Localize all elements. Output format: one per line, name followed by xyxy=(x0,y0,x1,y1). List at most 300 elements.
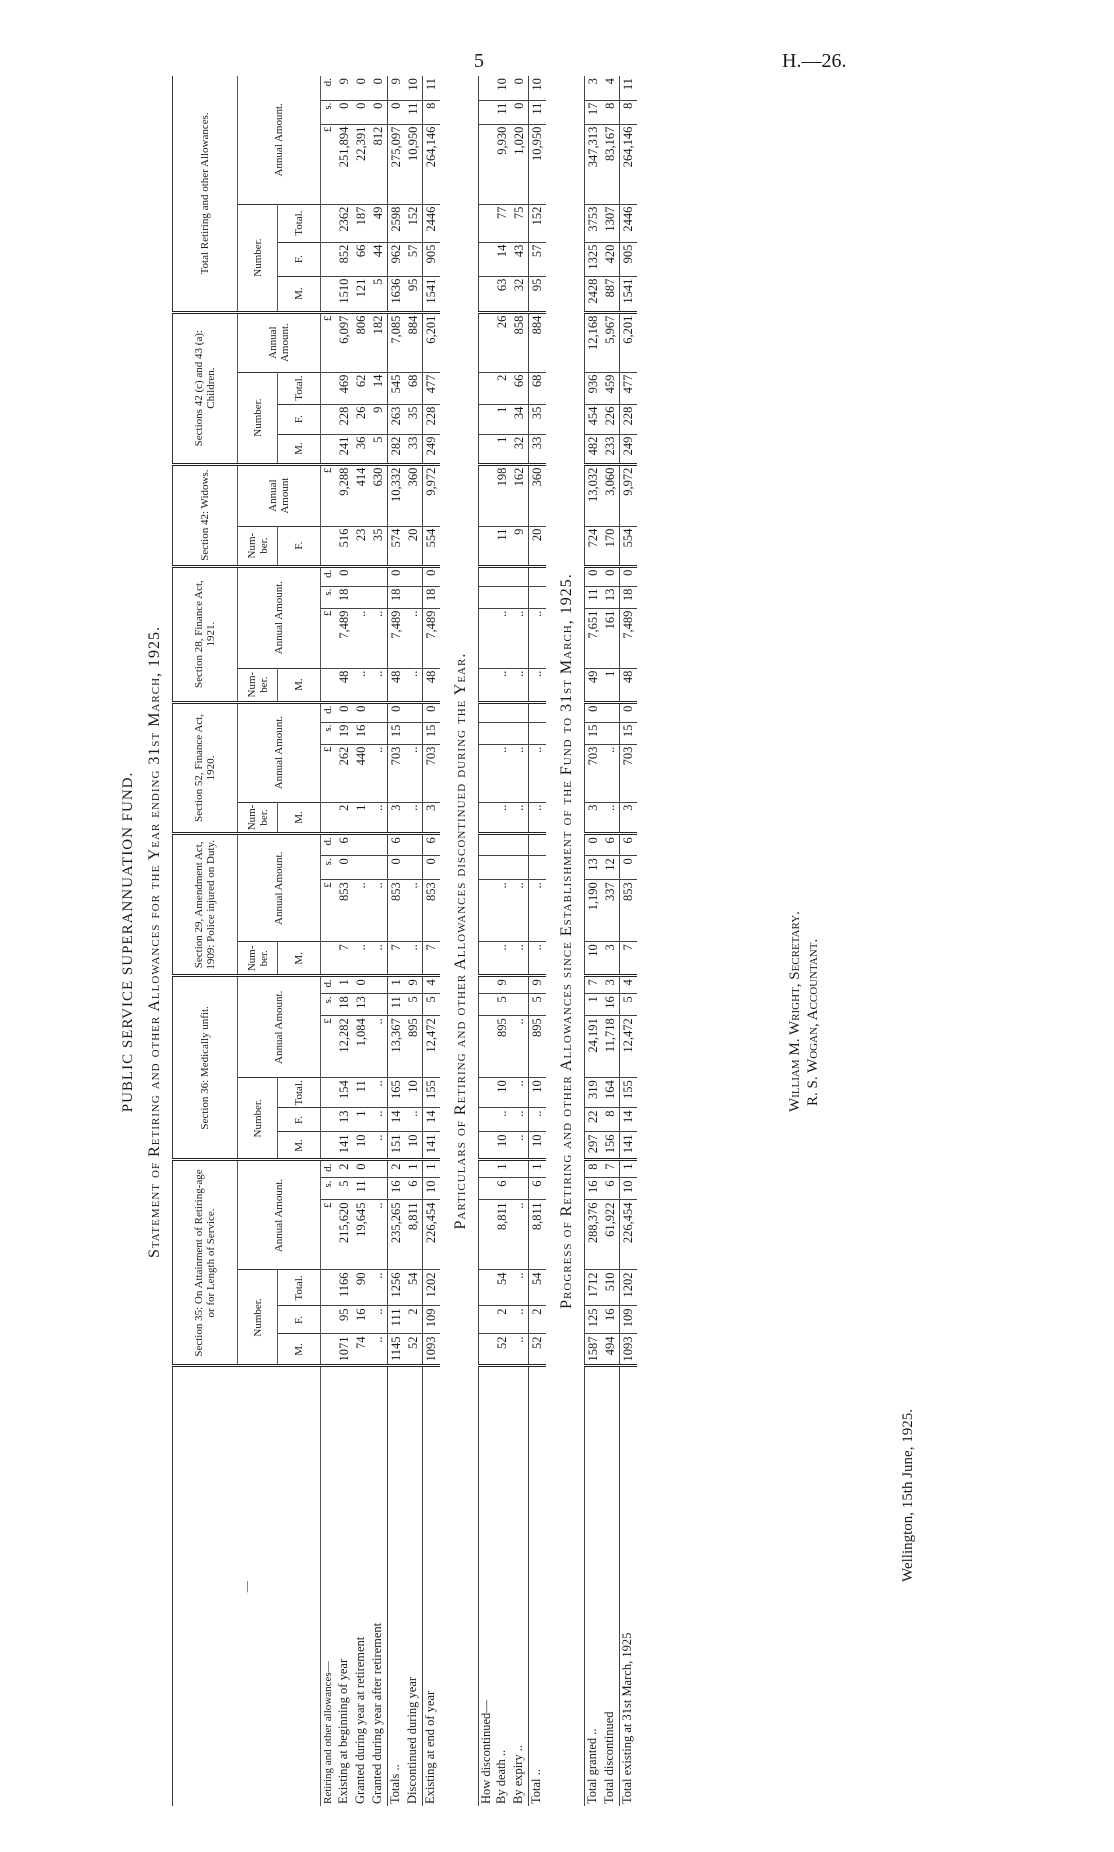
table-cell: 19,645 xyxy=(353,1200,370,1270)
table-cell: 152 xyxy=(405,204,423,242)
table-cell: .. xyxy=(529,1108,547,1132)
table-row xyxy=(353,76,370,1806)
table-cell: 0 xyxy=(585,702,603,722)
group-header: Section 29, Amendment Act, 1909: Police injured on Duty. xyxy=(173,834,238,976)
table-cell: .. xyxy=(370,1270,388,1306)
table-cell: 14 xyxy=(370,372,388,404)
table-cell: 9 xyxy=(494,976,511,994)
table-cell xyxy=(479,124,495,204)
table-cell: 18 xyxy=(423,586,441,608)
row-label: Granted during year at retirement xyxy=(353,1636,367,1804)
table-cell: 477 xyxy=(620,372,638,404)
table-cell: 18 xyxy=(336,994,353,1016)
table-cell: 264,146 xyxy=(423,124,441,204)
header-row-groups xyxy=(173,76,238,1806)
table-cell: s. xyxy=(321,1178,337,1200)
table-cell: 0 xyxy=(423,856,441,880)
table-cell: 155 xyxy=(620,1078,638,1108)
table-cell: 482 xyxy=(585,434,603,464)
table-cell: 884 xyxy=(529,312,547,372)
table-cell: .. xyxy=(353,942,370,976)
number-header: Num-ber. xyxy=(238,526,278,566)
table-cell: 10 xyxy=(423,1178,441,1200)
table-cell: 5 xyxy=(336,1178,353,1200)
table-cell xyxy=(479,566,495,586)
table-cell xyxy=(321,668,337,702)
table-cell: 9,972 xyxy=(423,464,441,526)
table-cell: .. xyxy=(370,802,388,834)
table-cell: £ xyxy=(321,744,337,802)
table-cell: 48 xyxy=(336,668,353,702)
row-label: Retiring and other allowances— xyxy=(321,1366,337,1806)
table-cell: 6 xyxy=(529,1178,547,1200)
table-cell xyxy=(479,1016,495,1078)
table-cell xyxy=(353,586,370,608)
table-cell: 962 xyxy=(388,242,406,276)
table-cell: 1 xyxy=(494,1160,511,1178)
amount-header: Annual Amount. xyxy=(238,312,321,372)
table-cell xyxy=(511,702,529,722)
table-cell: 0 xyxy=(353,100,370,124)
table-cell: 4 xyxy=(602,76,620,100)
table-cell: 1 xyxy=(494,404,511,434)
table-cell: .. xyxy=(405,744,423,802)
table-cell: 3 xyxy=(602,942,620,976)
table-cell xyxy=(370,1160,388,1178)
table-cell: 8,811 xyxy=(405,1200,423,1270)
table-cell: 554 xyxy=(620,526,638,566)
table-cell: 14 xyxy=(620,1108,638,1132)
table-cell: 7,489 xyxy=(620,608,638,668)
table-cell: 6 xyxy=(602,1178,620,1200)
sex-header: M. xyxy=(278,942,321,976)
table-cell: 703 xyxy=(388,744,406,802)
table-cell: 360 xyxy=(405,464,423,526)
table-cell xyxy=(479,1078,495,1108)
table-cell: .. xyxy=(511,1132,529,1160)
table-cell: .. xyxy=(370,1132,388,1160)
table-cell xyxy=(511,1178,529,1200)
document-reference: H.—26. xyxy=(782,50,847,72)
table-cell xyxy=(479,1160,495,1178)
table-cell xyxy=(479,1306,495,1334)
table-cell: 12,168 xyxy=(585,312,603,372)
table-row xyxy=(423,76,441,1806)
table-cell: 24,191 xyxy=(585,1016,603,1078)
table-cell: 2 xyxy=(529,1306,547,1334)
table-cell: 44 xyxy=(370,242,388,276)
table-cell: 6 xyxy=(602,834,620,856)
table-cell xyxy=(479,404,495,434)
table-cell: 228 xyxy=(620,404,638,434)
section-title: Particulars of Retiring and other Allowances discontinued during the Year. xyxy=(452,652,469,1230)
table-cell: 141 xyxy=(423,1132,441,1160)
table-cell: 3 xyxy=(602,976,620,994)
table-cell: 22,391 xyxy=(353,124,370,204)
table-cell: 155 xyxy=(423,1078,441,1108)
table-cell: .. xyxy=(353,668,370,702)
table-cell: 43 xyxy=(511,242,529,276)
table-cell: 420 xyxy=(602,242,620,276)
table-cell xyxy=(479,608,495,668)
table-cell: .. xyxy=(494,744,511,802)
table-cell: 0 xyxy=(423,702,441,722)
table-cell xyxy=(479,204,495,242)
table-cell: 10 xyxy=(494,76,511,100)
table-cell: .. xyxy=(370,880,388,942)
table-cell: 241 xyxy=(336,434,353,464)
table-cell: 440 xyxy=(353,744,370,802)
table-cell xyxy=(321,204,337,242)
table-cell: 1093 xyxy=(423,1334,441,1366)
table-cell: 16 xyxy=(585,1178,603,1200)
row-label: Total discontinued xyxy=(602,1711,616,1804)
table-cell: 853 xyxy=(423,880,441,942)
table-cell: .. xyxy=(511,1078,529,1108)
table-cell: 516 xyxy=(336,526,353,566)
table-cell: 263 xyxy=(388,404,406,434)
table-cell: 0 xyxy=(336,702,353,722)
table-cell: 8 xyxy=(602,1108,620,1132)
table-cell: 3 xyxy=(585,802,603,834)
table-cell: s. xyxy=(321,856,337,880)
table-cell: 9 xyxy=(388,76,406,100)
table-cell: 10,950 xyxy=(529,124,547,204)
number-header: Number. xyxy=(238,204,278,312)
table-cell xyxy=(479,526,495,566)
table-cell: 12,472 xyxy=(423,1016,441,1078)
table-cell: 1 xyxy=(388,976,406,994)
table-cell xyxy=(479,802,495,834)
table-cell: 275,097 xyxy=(388,124,406,204)
group-header: Sections 42 (c) and 43 (a): Children. xyxy=(173,312,238,464)
table-cell: .. xyxy=(405,1108,423,1132)
table-cell xyxy=(353,566,370,586)
table-cell: 109 xyxy=(620,1306,638,1334)
table-cell xyxy=(494,856,511,880)
table-cell: 9 xyxy=(405,976,423,994)
table-cell: 8 xyxy=(620,100,638,124)
table-cell: 1 xyxy=(602,668,620,702)
table-cell xyxy=(529,702,547,722)
table-cell: .. xyxy=(405,608,423,668)
table-cell: 63 xyxy=(494,276,511,312)
table-cell: 0 xyxy=(370,100,388,124)
table-cell: 13,367 xyxy=(388,1016,406,1078)
table-cell: 7 xyxy=(388,942,406,976)
table-cell xyxy=(529,834,547,856)
table-cell: 4 xyxy=(423,976,441,994)
table-cell: 12,472 xyxy=(620,1016,638,1078)
table-cell: 233 xyxy=(602,434,620,464)
table-cell: 0 xyxy=(353,976,370,994)
section-heading-discontinued xyxy=(440,76,479,1806)
table-cell: £ xyxy=(321,464,337,526)
table-cell: 1 xyxy=(529,1160,547,1178)
group-header: Section 52, Finance Act, 1920. xyxy=(173,702,238,834)
table-cell: s. xyxy=(321,722,337,744)
section-title: Progress of Retiring and other Allowances since Establishment of the Fund to 31st March, 1925. xyxy=(558,573,575,1309)
table-cell: 14 xyxy=(423,1108,441,1132)
table-cell: 360 xyxy=(529,464,547,526)
table-cell: 1166 xyxy=(336,1270,353,1306)
table-cell: 11 xyxy=(388,994,406,1016)
table-cell: 1307 xyxy=(602,204,620,242)
table-cell: 11 xyxy=(353,1078,370,1108)
number-header: Number. xyxy=(238,1078,278,1160)
row-label: By death .. xyxy=(494,1749,508,1804)
group-header: Section 28, Finance Act, 1921. xyxy=(173,566,238,702)
table-cell: 262 xyxy=(336,744,353,802)
table-cell: 187 xyxy=(353,204,370,242)
sex-header: Total. xyxy=(278,1270,321,1306)
table-cell: .. xyxy=(353,608,370,668)
table-cell: .. xyxy=(405,942,423,976)
table-cell: 7 xyxy=(602,1160,620,1178)
table-cell: 32 xyxy=(511,434,529,464)
table-cell xyxy=(511,586,529,608)
table-cell: 0 xyxy=(388,702,406,722)
table-cell: .. xyxy=(511,668,529,702)
table-cell: 162 xyxy=(511,464,529,526)
table-cell: 2446 xyxy=(423,204,441,242)
table-cell: 226,454 xyxy=(620,1200,638,1270)
table-cell: 13 xyxy=(336,1108,353,1132)
table-cell xyxy=(405,834,423,856)
table-cell: 510 xyxy=(602,1270,620,1306)
table-cell: 7,085 xyxy=(388,312,406,372)
table-cell xyxy=(494,834,511,856)
table-cell: .. xyxy=(511,1306,529,1334)
table-cell: .. xyxy=(370,1200,388,1270)
statement-title: Statement of Retiring and other Allowances for the Year ending 31st March, 1925. xyxy=(146,625,163,1259)
table-cell xyxy=(321,434,337,464)
row-label: Totals .. xyxy=(388,1366,406,1806)
table-cell xyxy=(405,856,423,880)
row-label: Discontinued during year xyxy=(405,1676,419,1804)
table-cell: 35 xyxy=(529,404,547,434)
table-cell: 54 xyxy=(494,1270,511,1306)
table-cell xyxy=(321,1334,337,1366)
table-cell: 3,060 xyxy=(602,464,620,526)
table-cell: .. xyxy=(405,668,423,702)
table-cell: 49 xyxy=(585,668,603,702)
table-row xyxy=(388,76,406,1806)
table-cell xyxy=(479,464,495,526)
table-cell: 5 xyxy=(405,994,423,1016)
table-cell: 6 xyxy=(336,834,353,856)
table-cell xyxy=(479,242,495,276)
table-cell xyxy=(511,1160,529,1178)
table-cell: 141 xyxy=(620,1132,638,1160)
table-cell: 7,489 xyxy=(423,608,441,668)
table-cell xyxy=(405,586,423,608)
table-cell: 16 xyxy=(353,1306,370,1334)
section-heading-progress xyxy=(546,76,585,1806)
number-header: Num-ber. xyxy=(238,802,278,834)
row-label: Existing at end of year xyxy=(423,1366,441,1806)
table-cell xyxy=(529,856,547,880)
table-cell: 3753 xyxy=(585,204,603,242)
table-cell: .. xyxy=(405,802,423,834)
table-cell: 6 xyxy=(388,834,406,856)
signatures xyxy=(786,911,822,1112)
table-cell: 8 xyxy=(423,100,441,124)
table-cell xyxy=(479,744,495,802)
page-number: 5 xyxy=(474,50,484,72)
row-label: Granted during year after retirement xyxy=(370,1622,384,1804)
table-cell: 5,967 xyxy=(602,312,620,372)
table-cell xyxy=(494,566,511,586)
table-cell: 111 xyxy=(388,1306,406,1334)
table-cell: 1 xyxy=(494,434,511,464)
table-cell: 226 xyxy=(602,404,620,434)
table-cell: .. xyxy=(370,744,388,802)
table-cell: 11 xyxy=(353,1178,370,1200)
table-row xyxy=(602,76,620,1806)
table-cell: 3 xyxy=(585,76,603,100)
table-cell: 19 xyxy=(336,722,353,744)
number-header: Number. xyxy=(238,372,278,464)
table-cell: .. xyxy=(529,744,547,802)
table-cell xyxy=(370,586,388,608)
table-cell: 0 xyxy=(388,100,406,124)
table-cell: 812 xyxy=(370,124,388,204)
table-cell: 337 xyxy=(602,880,620,942)
table-cell: 347,313 xyxy=(585,124,603,204)
table-cell: 2598 xyxy=(388,204,406,242)
table-cell xyxy=(479,586,495,608)
table-cell: 35 xyxy=(370,526,388,566)
table-row xyxy=(405,76,423,1806)
table-cell xyxy=(479,434,495,464)
table-cell: 54 xyxy=(405,1270,423,1306)
table-cell: 477 xyxy=(423,372,441,404)
table-cell: 2428 xyxy=(585,276,603,312)
number-header: Number. xyxy=(238,1270,278,1366)
table-cell: 74 xyxy=(353,1334,370,1366)
table-cell: 5 xyxy=(529,994,547,1016)
table-cell xyxy=(529,586,547,608)
table-cell: 90 xyxy=(353,1270,370,1306)
amount-header: Annual Amount. xyxy=(238,1160,321,1270)
table-cell xyxy=(321,526,337,566)
table-cell xyxy=(405,722,423,744)
table-cell: 5 xyxy=(370,434,388,464)
table-cell: 0 xyxy=(620,856,638,880)
table-cell: 11 xyxy=(405,100,423,124)
table-cell: £ xyxy=(321,880,337,942)
table-cell xyxy=(370,702,388,722)
table-cell: 152 xyxy=(529,204,547,242)
table-cell: .. xyxy=(370,1306,388,1334)
table-cell: 235,265 xyxy=(388,1200,406,1270)
table-cell: 853 xyxy=(620,880,638,942)
table-cell: 5 xyxy=(620,994,638,1016)
table-cell: 3 xyxy=(423,802,441,834)
sex-header: F. xyxy=(278,526,321,566)
table-cell: 0 xyxy=(620,702,638,722)
table-cell: 858 xyxy=(511,312,529,372)
table-cell: 1541 xyxy=(423,276,441,312)
table-row xyxy=(529,76,547,1806)
table-cell: 228 xyxy=(336,404,353,434)
table-cell: d. xyxy=(321,834,337,856)
table-cell: 10 xyxy=(620,1178,638,1200)
sex-header: M. xyxy=(278,276,321,312)
table-cell: 884 xyxy=(405,312,423,372)
table-cell xyxy=(479,834,495,856)
table-cell: 13 xyxy=(353,994,370,1016)
row-label: Total granted .. xyxy=(585,1366,603,1806)
table-cell: .. xyxy=(511,1108,529,1132)
table-cell: 853 xyxy=(336,880,353,942)
sex-header: M. xyxy=(278,802,321,834)
table-cell: £ xyxy=(321,1200,337,1270)
table-cell: 6 xyxy=(620,834,638,856)
table-cell: 2362 xyxy=(336,204,353,242)
table-cell: 151 xyxy=(388,1132,406,1160)
table-cell: 2 xyxy=(388,1160,406,1178)
table-cell: 170 xyxy=(602,526,620,566)
table-cell: 17 xyxy=(585,100,603,124)
table-cell: .. xyxy=(511,1270,529,1306)
table-cell: 554 xyxy=(423,526,441,566)
table-cell: 95 xyxy=(405,276,423,312)
table-cell: 16 xyxy=(353,722,370,744)
table-cell xyxy=(479,1270,495,1306)
table-cell: 33 xyxy=(405,434,423,464)
table-cell: 5 xyxy=(370,276,388,312)
table-cell: 7 xyxy=(336,942,353,976)
table-cell: .. xyxy=(405,880,423,942)
table-cell: 0 xyxy=(602,566,620,586)
table-cell: 165 xyxy=(388,1078,406,1108)
table-cell: 48 xyxy=(620,668,638,702)
table-cell xyxy=(479,276,495,312)
table-cell: 264,146 xyxy=(620,124,638,204)
table-cell: 6,201 xyxy=(620,312,638,372)
table-cell xyxy=(370,1178,388,1200)
table-cell: 10 xyxy=(405,1078,423,1108)
table-cell: 9 xyxy=(529,976,547,994)
document-title: PUBLIC SERVICE SUPERANNUATION FUND. xyxy=(120,771,136,1113)
table-cell: 0 xyxy=(353,1160,370,1178)
table-cell xyxy=(370,856,388,880)
rotated-statement xyxy=(110,72,940,1812)
table-cell: £ xyxy=(321,1016,337,1078)
table-cell: 15 xyxy=(388,722,406,744)
row-label: By expiry .. xyxy=(511,1744,525,1804)
number-header: Num-ber. xyxy=(238,668,278,702)
table-cell: 1325 xyxy=(585,242,603,276)
table-cell xyxy=(321,1306,337,1334)
table-cell: 288,376 xyxy=(585,1200,603,1270)
table-cell: 282 xyxy=(388,434,406,464)
row-label: Total .. xyxy=(529,1366,547,1806)
table-cell xyxy=(479,1200,495,1270)
table-cell: 11 xyxy=(529,100,547,124)
table-cell: 75 xyxy=(511,204,529,242)
table-cell: .. xyxy=(511,802,529,834)
table-cell: 228 xyxy=(423,404,441,434)
table-cell: 0 xyxy=(370,76,388,100)
table-cell: .. xyxy=(602,744,620,802)
table-cell: 905 xyxy=(423,242,441,276)
table-cell: 14 xyxy=(388,1108,406,1132)
table-cell: 16 xyxy=(602,1306,620,1334)
table-cell: 9 xyxy=(336,76,353,100)
